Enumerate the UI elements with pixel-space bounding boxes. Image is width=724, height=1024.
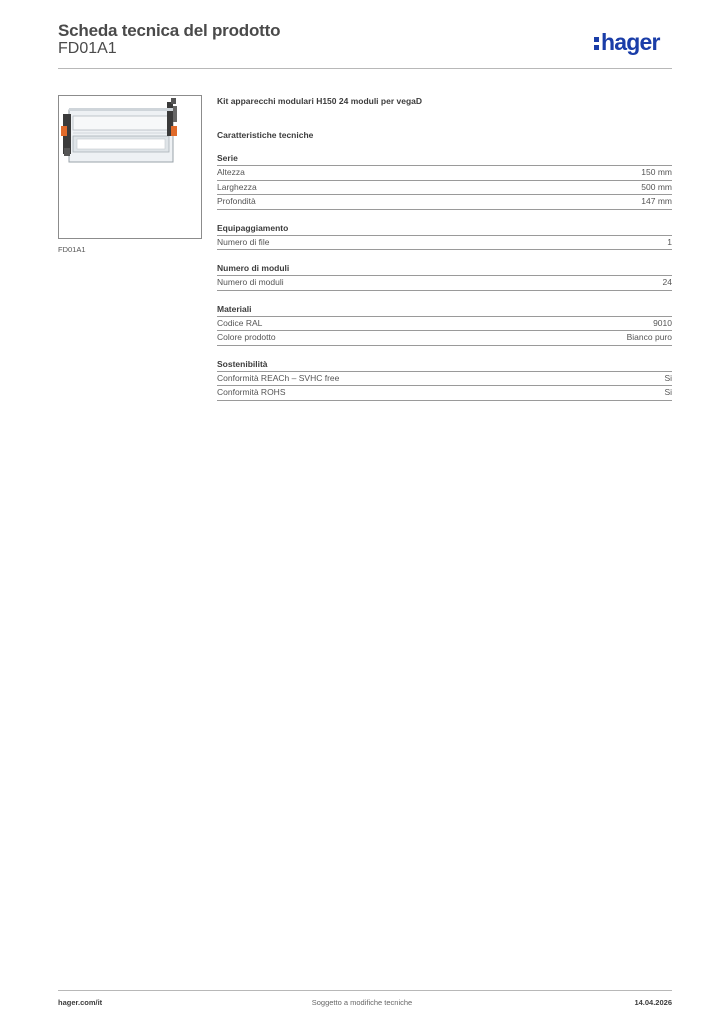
spec-value: Bianco puro [626,332,672,342]
spec-group [217,359,672,401]
spec-group [217,223,672,251]
header-divider [58,68,672,69]
spec-label: Profondità [217,196,256,206]
spec-value: 1 [667,236,672,247]
spec-row [217,386,672,401]
footer-website: hager.com/it [58,998,103,1007]
spec-row [217,195,672,210]
spec-label: Codice RAL [217,317,263,328]
footer-note: Soggetto a modifiche tecniche [311,998,413,1007]
product-image [58,95,202,239]
section-heading: Caratteristiche tecniche [217,130,314,140]
image-caption: FD01A1 [58,245,86,254]
product-name: Kit apparecchi modulari H150 24 moduli per vegaD [217,96,423,106]
spec-row [217,276,672,291]
specs-panel [217,96,672,401]
spec-groups [217,153,672,401]
footer-divider [58,990,672,991]
spec-group-title: Materiali [217,304,672,317]
product-code: FD01A1 [58,40,117,57]
spec-row [217,181,672,196]
spec-value: 500 mm [641,181,672,192]
spec-value: 150 mm [641,167,672,177]
spec-value: 147 mm [641,196,672,206]
spec-row [217,372,672,387]
spec-group-title: Equipaggiamento [217,223,672,236]
spec-row [217,236,672,251]
spec-label: Colore prodotto [217,332,276,342]
spec-value: Si [664,372,672,383]
spec-value: Si [664,387,672,397]
spec-group [217,153,672,210]
spec-group-title: Numero di moduli [217,263,672,276]
spec-row [217,331,672,346]
hager-logo [594,28,674,58]
spec-row [217,166,672,181]
spec-row [217,317,672,332]
spec-value: 24 [662,277,672,287]
spec-label: Conformità ROHS [217,387,286,397]
spec-label: Conformità REACh – SVHC free [217,372,340,383]
spec-label: Larghezza [217,181,257,192]
page-title: Scheda tecnica del prodotto [58,21,281,40]
spec-label: Numero di moduli [217,277,284,287]
spec-value: 9010 [653,317,672,328]
spec-group [217,304,672,346]
footer-date: 14.04.2026 [634,998,672,1007]
svg-text:hager: hager [601,29,660,55]
spec-group-title: Sostenibilità [217,359,672,372]
spec-label: Altezza [217,167,245,177]
spec-group [217,263,672,291]
spec-label: Numero di file [217,236,270,247]
spec-group-title: Serie [217,153,672,166]
